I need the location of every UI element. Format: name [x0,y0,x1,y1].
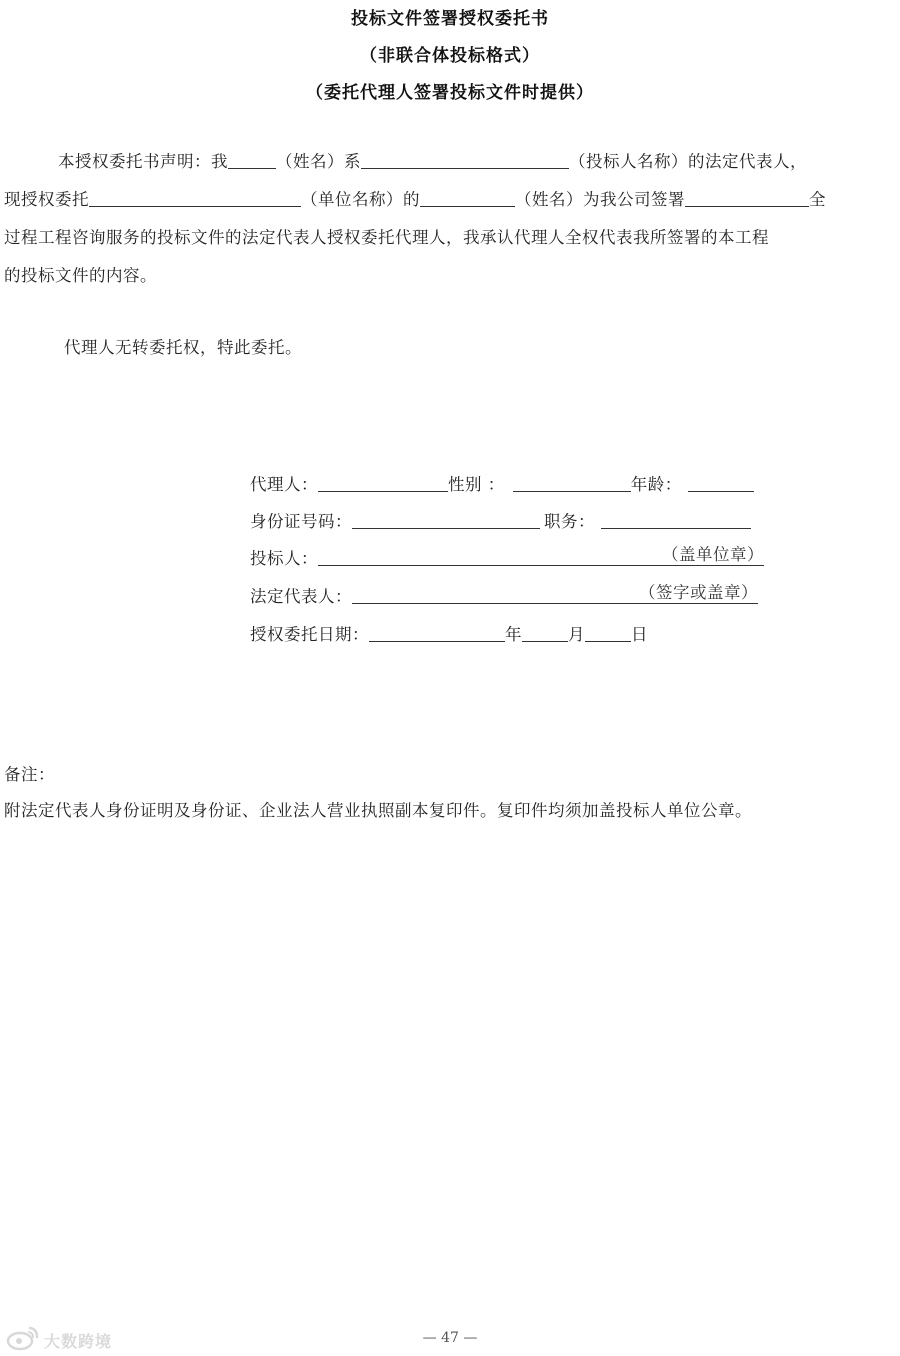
year-label: 年 [505,625,522,644]
project-name-blank [685,189,809,207]
no-subdelegation-statement: 代理人无转委托权，特此委托。 [64,338,302,357]
age-field [688,474,754,492]
agent-label: 代理人： [250,475,318,494]
position-label: 职务： [544,512,595,531]
declaration-text: 全 [809,190,826,209]
bidder-name-blank [361,151,569,169]
day-field [585,624,631,642]
declaration-line-1 [58,148,807,172]
id-number-label: 身份证号码： [250,512,352,531]
age-label: 年龄： [630,475,682,494]
page-number: — 47 — [422,1330,478,1346]
remarks-text: 附法定代表人身份证明及身份证、企业法人营业执照副本复印件。复印件均须加盖投标人单位公章。 [4,801,752,820]
gender-label: 性别 ： [448,475,505,494]
legal-representative-label: 法定代表人： [250,587,352,606]
name-blank [228,151,276,169]
id-row [250,508,751,532]
watermark-text: 大数跨境 [44,1331,113,1351]
day-label: 日 [631,625,648,644]
bidder-field [318,545,764,566]
legal-representative-row [250,583,758,607]
bidder-label: 投标人： [250,549,318,568]
month-label: 月 [568,625,585,644]
unit-name-blank [89,189,301,207]
declaration-line-3: 过程工程咨询服务的投标文件的法定代表人授权委托代理人，我承认代理人全权代表我所签署的本工程 [4,228,769,247]
declaration-text: 现授权委托 [4,190,89,209]
position-field [601,511,751,529]
declaration-text: （单位名称）的 [301,190,420,209]
date-row [250,621,648,645]
declaration-text: （姓名）系 [276,152,361,171]
month-field [522,624,568,642]
remarks-label: 备注： [4,765,55,784]
bidder-row [250,545,764,569]
agent-row [250,471,754,495]
declaration-text: 本授权委托书声明：我 [58,152,228,171]
document-usage-note: （委托代理人签署投标文件时提供） [306,83,594,103]
signature-hint: （签字或盖章） [639,583,758,602]
weibo-logo-icon [6,1325,40,1355]
declaration-text: （姓名）为我公司签署 [515,190,685,209]
date-label: 授权委托日期： [250,625,369,644]
agent-name-blank [420,189,515,207]
declaration-line-2 [4,186,826,210]
declaration-line-4: 的投标文件的内容。 [4,266,157,285]
seal-hint: （盖单位章） [662,545,764,564]
agent-field [318,474,448,492]
gender-field [513,474,631,492]
year-field [369,624,505,642]
watermark [6,1325,112,1355]
document-title: 投标文件签署授权委托书 [351,9,549,29]
document-subtitle: （非联合体投标格式） [360,46,540,66]
legal-representative-field [352,583,758,604]
id-number-field [352,511,540,529]
declaration-text: （投标人名称）的法定代表人， [569,152,807,171]
